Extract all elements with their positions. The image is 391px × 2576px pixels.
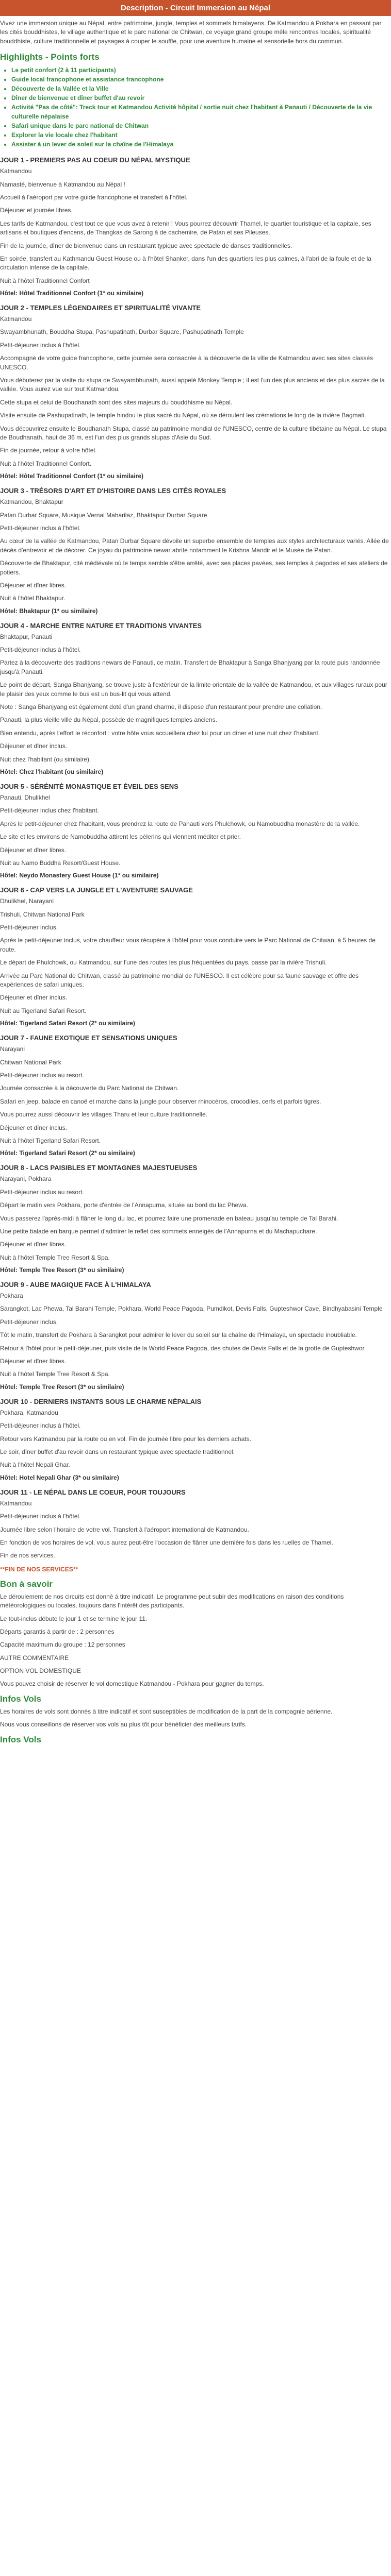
day-paragraph: Départ le matin vers Pokhara, porte d'entrée de l'Annapurna, située au bord du lac Phewa. bbox=[0, 1201, 248, 1209]
day-paragraph: Après le petit-déjeuner chez l'habitant, vous prendrez la route de Panauti vers Phulchowk, ou Namobuddha monastère de la vallée. bbox=[0, 820, 360, 827]
day-subtitle: Narayani bbox=[0, 1045, 25, 1053]
flight-info-paragraph: Les horaires de vols sont donnés à titre indicatif et sont susceptibles de modification de la part de la compagnie aérienne. bbox=[0, 1707, 333, 1715]
day-paragraph: Namasté, bienvenue à Katmandou au Népal ! bbox=[0, 180, 125, 188]
day-paragraph: Au cœur de la vallée de Katmandou, Patan Durbar Square dévoile un superbe ensemble de temples aux styles architecturaux variés. Allée de décès d'entrevoir et de décorer. Ce joyau du patrimoine newar abrite notamment le Krishna Mandir et le Musée de Patan. bbox=[0, 537, 389, 554]
good-to-know bbox=[0, 1592, 391, 1689]
end-of-services: **FIN DE NOS SERVICES** bbox=[0, 1565, 78, 1573]
day-title: JOUR 5 - SÉRÉNITÉ MONASTIQUE ET ÉVEIL DES SENS bbox=[0, 782, 178, 790]
day-paragraph: Fin de nos services. bbox=[0, 1552, 55, 1560]
day-paragraph: Découverte de Bhaktapur, cité médiévale où le temps semble s'être arrêté, avec ses places pavées, ses temples à pagodes et ses ateliers de potiers. bbox=[0, 560, 388, 576]
day-paragraph: Accompagné de votre guide francophone, cette journée sera consacrée à la découverte de la ville de Katmandou avec ses sites classés UNESCO. bbox=[0, 354, 373, 371]
highlights-title: Highlights - Points forts bbox=[0, 52, 100, 62]
good-to-know-paragraph: Le déroulement de nos circuits est donné à titre indicatif. Le programme peut subir des modifications en raison des conditions météorologiques ou locales, toujours dans l'intérêt des participants. bbox=[0, 1592, 344, 1609]
day-title: JOUR 8 - LACS PAISIBLES ET MONTAGNES MAJESTUEUSES bbox=[0, 1164, 198, 1172]
highlight-item: • Safari unique dans le parc national de Chitwan bbox=[11, 121, 391, 130]
flight-info bbox=[0, 1707, 391, 1730]
day-subtitle: Narayani, Pokhara bbox=[0, 1175, 52, 1183]
day-hotel: Hôtel: Temple Tree Resort (3* ou similaire) bbox=[0, 1383, 124, 1391]
day-paragraph: Note : Sanga Bhanjyang est également doté d'un grand charme, il dispose d'un restaurant pour prendre une collation. bbox=[0, 703, 322, 711]
day-paragraph: Après le petit-déjeuner inclus, votre chauffeur vous récupère à l'hôtel pour vous conduire vers le Parc National de Chitwan, à 5 heures de route. bbox=[0, 937, 376, 953]
day-hotel: Hôtel: Neydo Monastery Guest House (1* ou similaire) bbox=[0, 872, 159, 879]
day-title: JOUR 1 - PREMIERS PAS AU COEUR DU NÉPAL MYSTIQUE bbox=[0, 156, 190, 164]
day-subtitle: Katmandou bbox=[0, 1499, 32, 1507]
day-paragraph: Déjeuner et dîner inclus. bbox=[0, 1124, 68, 1131]
day-paragraph: Petit-déjeuner inclus chez l'habitant. bbox=[0, 807, 99, 815]
day-paragraph: Déjeuner et journée libres. bbox=[0, 207, 73, 214]
day-paragraph: Safari en jeep, balade en canoë et marche dans la jungle pour observer rhinocéros, crocodiles, cerfs et parfois tigres. bbox=[0, 1097, 321, 1105]
good-to-know-paragraph: AUTRE COMMENTAIRE bbox=[0, 1654, 69, 1662]
day-paragraph: Nuit à l'hôtel Temple Tree Resort & Spa. bbox=[0, 1370, 110, 1378]
day-title: JOUR 7 - FAUNE EXOTIQUE ET SENSATIONS UNIQUES bbox=[0, 1034, 177, 1042]
day-paragraph: Accueil à l'aéroport par votre guide francophone et transfert à l'hôtel. bbox=[0, 193, 188, 201]
day-paragraph: Petit-déjeuner inclus à l'hôtel. bbox=[0, 646, 81, 654]
day-paragraph: Bien entendu, après l'effort le réconfort : votre hôte vous accueillera chez lui pour un dîner et une nuit chez l'habitant. bbox=[0, 729, 320, 737]
day-paragraph: Tôt le matin, transfert de Pokhara à Sarangkot pour admirer le lever du soleil sur la chaîne de l'Himalaya, un spectacle inoubliable. bbox=[0, 1331, 357, 1339]
day-paragraph: Trishuli, Chitwan National Park bbox=[0, 910, 85, 918]
day-paragraph: Petit-déjeuner inclus. bbox=[0, 1318, 58, 1326]
day-paragraph: Déjeuner et dîner libres. bbox=[0, 846, 67, 854]
highlight-item: • Dîner de bienvenue et dîner buffet d'au revoir bbox=[11, 93, 391, 103]
day-paragraph: Retour vers Katmandou par la route ou en vol. Fin de journée libre pour les derniers achats. bbox=[0, 1435, 251, 1443]
day-paragraph: Nuit au Namo Buddha Resort/Guest House. bbox=[0, 859, 121, 867]
day-paragraph: Le départ de Phulchowk, ou Katmandou, sur l'une des routes les plus fréquentées du pays, passe par la rivière Trishuli. bbox=[0, 959, 327, 967]
day-subtitle: Pokhara bbox=[0, 1292, 23, 1300]
highlight-item: • Guide local francophone et assistance francophone bbox=[11, 75, 391, 84]
day-hotel: Hôtel: Hôtel Traditionnel Confort (1* ou similaire) bbox=[0, 290, 144, 297]
day-subtitle: Panauti, Dhulikhel bbox=[0, 793, 50, 801]
highlight-item: • Découverte de la Vallée et la Ville bbox=[11, 84, 391, 93]
day-hotel: Hôtel: Tigerland Safari Resort (2* ou similaire) bbox=[0, 1020, 135, 1027]
day-paragraph: Fin de la journée, dîner de bienvenue dans un restaurant typique avec spectacle de danses traditionnelles. bbox=[0, 242, 292, 249]
day-paragraph: Sarangkot, Lac Phewa, Tal Barahi Temple, Pokhara, World Peace Pagoda, Pumdikot, Devis Falls, Gupteshwor Cave, Bindhyabasini Temple bbox=[0, 1305, 383, 1313]
day-paragraph: Le point de départ, Sanga Bhanjyang, se trouve juste à l'extérieur de la limite orientale de la vallée de Katmandou, et aux villages ruraux pour le plaisir des yeux comme le bus est un bus-lit qui vous attend. bbox=[0, 681, 387, 698]
day-paragraph: Nuit à l'hôtel Temple Tree Resort & Spa. bbox=[0, 1253, 110, 1261]
day-subtitle: Katmandou, Bhaktapur bbox=[0, 498, 63, 506]
day-paragraph: Petit-déjeuner inclus au resort. bbox=[0, 1188, 84, 1196]
highlights-list bbox=[11, 65, 391, 149]
page-banner: Description - Circuit Immersion au Népal bbox=[0, 0, 391, 16]
itinerary bbox=[0, 156, 391, 1561]
day-subtitle: Bhaktapur, Panauti bbox=[0, 633, 53, 640]
day-paragraph: Nuit au Tigerland Safari Resort. bbox=[0, 1007, 87, 1014]
day-paragraph: Nuit chez l'habitant (ou similaire). bbox=[0, 755, 91, 763]
day-hotel: Hôtel: Hôtel Traditionnel Confort (1* ou similaire) bbox=[0, 472, 144, 480]
day-hotel: Hôtel: Temple Tree Resort (3* ou similaire) bbox=[0, 1266, 124, 1274]
day-paragraph: Panauti, la plus vieille ville du Népal, possède de magnifiques temples anciens. bbox=[0, 716, 217, 724]
day-title: JOUR 3 - TRÉSORS D'ART ET D'HISTOIRE DANS LES CITÉS ROYALES bbox=[0, 487, 226, 495]
day-paragraph: Partez à la découverte des traditions newars de Panauti, ce matin. Transfert de Bhaktapur à Sanga Bhanjyang par la route puis randonnée jusqu'à Panauti. bbox=[0, 659, 380, 675]
day-paragraph: Petit-déjeuner inclus au resort. bbox=[0, 1072, 84, 1079]
day-paragraph: Chitwan National Park bbox=[0, 1058, 61, 1066]
day-title: JOUR 2 - TEMPLES LÉGENDAIRES ET SPIRITUALITÉ VIVANTE bbox=[0, 304, 201, 312]
flight-info-title-2: Infos Vols bbox=[0, 1734, 41, 1744]
day-paragraph: En fonction de vos horaires de vol, vous aurez peut-être l'occasion de flâner une dernière fois dans les ruelles de Thamel. bbox=[0, 1538, 333, 1546]
day-paragraph: Le site et les environs de Namobuddha attirent les pèlerins qui viennent méditer et prier. bbox=[0, 833, 241, 841]
day-paragraph: Déjeuner et dîner libres. bbox=[0, 1241, 67, 1248]
day-paragraph: Déjeuner et dîner libres. bbox=[0, 1358, 67, 1365]
highlight-item: • Activité "Pas de côté": Treck tour et Katmandou Activité hôpital / sortie nuit chez l'habitant à Panauti / Découverte de la vie culturelle népalaise bbox=[11, 103, 391, 121]
day-paragraph: Petit-déjeuner inclus à l'hôtel. bbox=[0, 1513, 81, 1520]
intro-text: Vivez une immersion unique au Népal, entre patrimoine, jungle, temples et sommets himalayens. De Katmandou à Pokhara en passant par les cités bouddhistes, le village authentique et le parc national de Chitwan, ce voyage grand groupe mêle rencontres locales, spiritualité bouddhiste, culture traditionnelle et paysages à couper le souffle, pour une aventure humaine et sensorielle hors du commun. bbox=[0, 20, 382, 45]
flight-info-paragraph: Nous vous conseillons de réserver vos vols au plus tôt pour bénéficier des meilleurs tarifs. bbox=[0, 1721, 247, 1728]
day-paragraph: Cette stupa et celui de Boudhanath sont des sites majeurs du bouddhisme au Népal. bbox=[0, 398, 233, 406]
day-paragraph: Le soir, dîner buffet d'au revoir dans un restaurant typique avec spectacle traditionnel. bbox=[0, 1448, 235, 1455]
day-paragraph: Déjeuner et dîner inclus. bbox=[0, 742, 68, 750]
day-subtitle: Dhulikhel, Narayani bbox=[0, 897, 54, 905]
day-paragraph: Journée consacrée à la découverte du Parc National de Chitwan. bbox=[0, 1084, 179, 1092]
day-paragraph: Les tarifs de Katmandou, c'est tout ce que vous avez à retenir ! Vous pourrez découvrir Thamel, le quartier touristique et la capitale, ses artisans et boutiques d'encens, de Thangkas de Sarong à de cachemire, de Patan et ses Pileuses. bbox=[0, 219, 371, 236]
good-to-know-paragraph: OPTION VOL DOMESTIQUE bbox=[0, 1667, 81, 1675]
day-paragraph: Petit-déjeuner inclus. bbox=[0, 924, 58, 931]
day-hotel: Hôtel: Hotel Nepali Ghar (3* ou similaire) bbox=[0, 1473, 119, 1481]
day-title: JOUR 6 - CAP VERS LA JUNGLE ET L'AVENTURE SAUVAGE bbox=[0, 886, 193, 894]
day-paragraph: Vous débuterez par la visite du stupa de Swayambhunath, aussi appelé Monkey Temple ; il est l'un des plus anciens et des plus sacrés de la vallée. Vous aurez vue sur tout Katmandou. bbox=[0, 377, 385, 393]
day-paragraph: Nuit à l'hôtel Traditionnel Confort bbox=[0, 277, 90, 284]
day-paragraph: Nuit à l'hôtel Tigerland Safari Resort. bbox=[0, 1137, 101, 1144]
day-paragraph: Vous pourrez aussi découvrir les villages Tharu et leur culture traditionnelle. bbox=[0, 1111, 207, 1118]
day-paragraph: Petit-déjeuner inclus à l'hôtel. bbox=[0, 341, 81, 349]
day-paragraph: Vous passerez l'après-midi à flâner le long du lac, et pourrez faire une promenade en bateau jusqu'au temple de Tal Barahi. bbox=[0, 1214, 338, 1222]
good-to-know-paragraph: Départs garantis à partir de : 2 personnes bbox=[0, 1628, 115, 1635]
day-paragraph: Patan Durbar Square, Musique Vernal Maharilaz, Bhaktapur Durbar Square bbox=[0, 511, 207, 519]
flight-info-title: Infos Vols bbox=[0, 1693, 41, 1704]
day-subtitle: Pokhara, Katmandou bbox=[0, 1409, 58, 1416]
day-paragraph: Visite ensuite de Pashupatinath, le temple hindou le plus sacré du Népal, où se déroulent les crémations le long de la rivière Bagmati. bbox=[0, 412, 366, 419]
highlight-item: • Le petit confort (2 à 11 participants) bbox=[11, 65, 391, 75]
day-subtitle: Katmandou bbox=[0, 315, 32, 323]
day-paragraph: Swayambhunath, Bouddha Stupa, Pashupatinath, Durbar Square, Pashupatinath Temple bbox=[0, 328, 244, 336]
highlight-item: • Explorer la vie locale chez l'habitant bbox=[11, 130, 391, 140]
day-title: JOUR 11 - LE NÉPAL DANS LE COEUR, POUR TOUJOURS bbox=[0, 1488, 186, 1496]
day-paragraph: En soirée, transfert au Kathmandu Guest House ou à l'hôtel Shanker, dans l'un des quartiers les plus calmes, à l'abri de la foule et de la circulation intense de la capitale. bbox=[0, 255, 371, 272]
day-paragraph: Déjeuner et dîner inclus. bbox=[0, 994, 68, 1002]
day-title: JOUR 9 - AUBE MAGIQUE FACE À L'HIMALAYA bbox=[0, 1281, 151, 1289]
good-to-know-title: Bon à savoir bbox=[0, 1579, 53, 1589]
day-paragraph: Nuit à l'hôtel Bhaktapur. bbox=[0, 595, 66, 602]
day-paragraph: Déjeuner et dîner libres. bbox=[0, 581, 67, 589]
day-paragraph: Petit-déjeuner inclus à l'hôtel. bbox=[0, 1422, 81, 1430]
good-to-know-paragraph: Le tout-inclus débute le jour 1 et se termine le jour 11. bbox=[0, 1615, 148, 1622]
good-to-know-paragraph: Vous pouvez choisir de réserver le vol domestique Katmandou - Pokhara pour gagner du temps. bbox=[0, 1680, 264, 1688]
day-subtitle: Katmandou bbox=[0, 167, 32, 175]
day-paragraph: Fin de journée, retour à votre hôtel. bbox=[0, 447, 97, 454]
highlight-item: • Assister à un lever de soleil sur la chaîne de l'Himalaya bbox=[11, 140, 391, 149]
day-paragraph: Journée libre selon l'horaire de votre vol. Transfert à l'aéroport international de Katmandou. bbox=[0, 1526, 249, 1533]
day-paragraph: Retour à l'hôtel pour le petit-déjeuner, puis visite de la World Peace Pagoda, des chutes de Devis Falls et de la grotte de Gupteshwor. bbox=[0, 1344, 366, 1352]
day-paragraph: Nuit à l'hôtel Traditionnel Confort. bbox=[0, 460, 92, 467]
day-hotel: Hôtel: Bhaktapur (1* ou similaire) bbox=[0, 607, 98, 615]
day-title: JOUR 10 - DERNIERS INSTANTS SOUS LE CHARME NÉPALAIS bbox=[0, 1397, 202, 1405]
day-hotel: Hôtel: Tigerland Safari Resort (2* ou similaire) bbox=[0, 1149, 135, 1157]
good-to-know-paragraph: Capacité maximum du groupe : 12 personnes bbox=[0, 1641, 125, 1649]
day-paragraph: Nuit à l'hôtel Nepali Ghar. bbox=[0, 1461, 70, 1469]
day-paragraph: Une petite balade en barque permet d'admirer le reflet des sommets enneigés de l'Annapurna et du Machapuchare. bbox=[0, 1227, 317, 1235]
day-title: JOUR 4 - MARCHE ENTRE NATURE ET TRADITIONS VIVANTES bbox=[0, 621, 202, 630]
day-hotel: Hôtel: Chez l'habitant (ou similaire) bbox=[0, 768, 104, 775]
day-paragraph: Petit-déjeuner inclus à l'hôtel. bbox=[0, 524, 81, 532]
day-paragraph: Arrivée au Parc National de Chitwan, classé au patrimoine mondial de l'UNESCO. Il est célèbre pour sa faune sauvage et offre des expériences de safari uniques. bbox=[0, 972, 359, 989]
day-paragraph: Vous découvrirez ensuite le Boudhanath Stupa, classé au patrimoine mondial de l'UNESCO, centre de la culture tibétaine au Népal. Le stupa de Boudhanath, haut de 36 m, est l'un des plus grands stupas d'Asie du Sud. bbox=[0, 425, 387, 441]
